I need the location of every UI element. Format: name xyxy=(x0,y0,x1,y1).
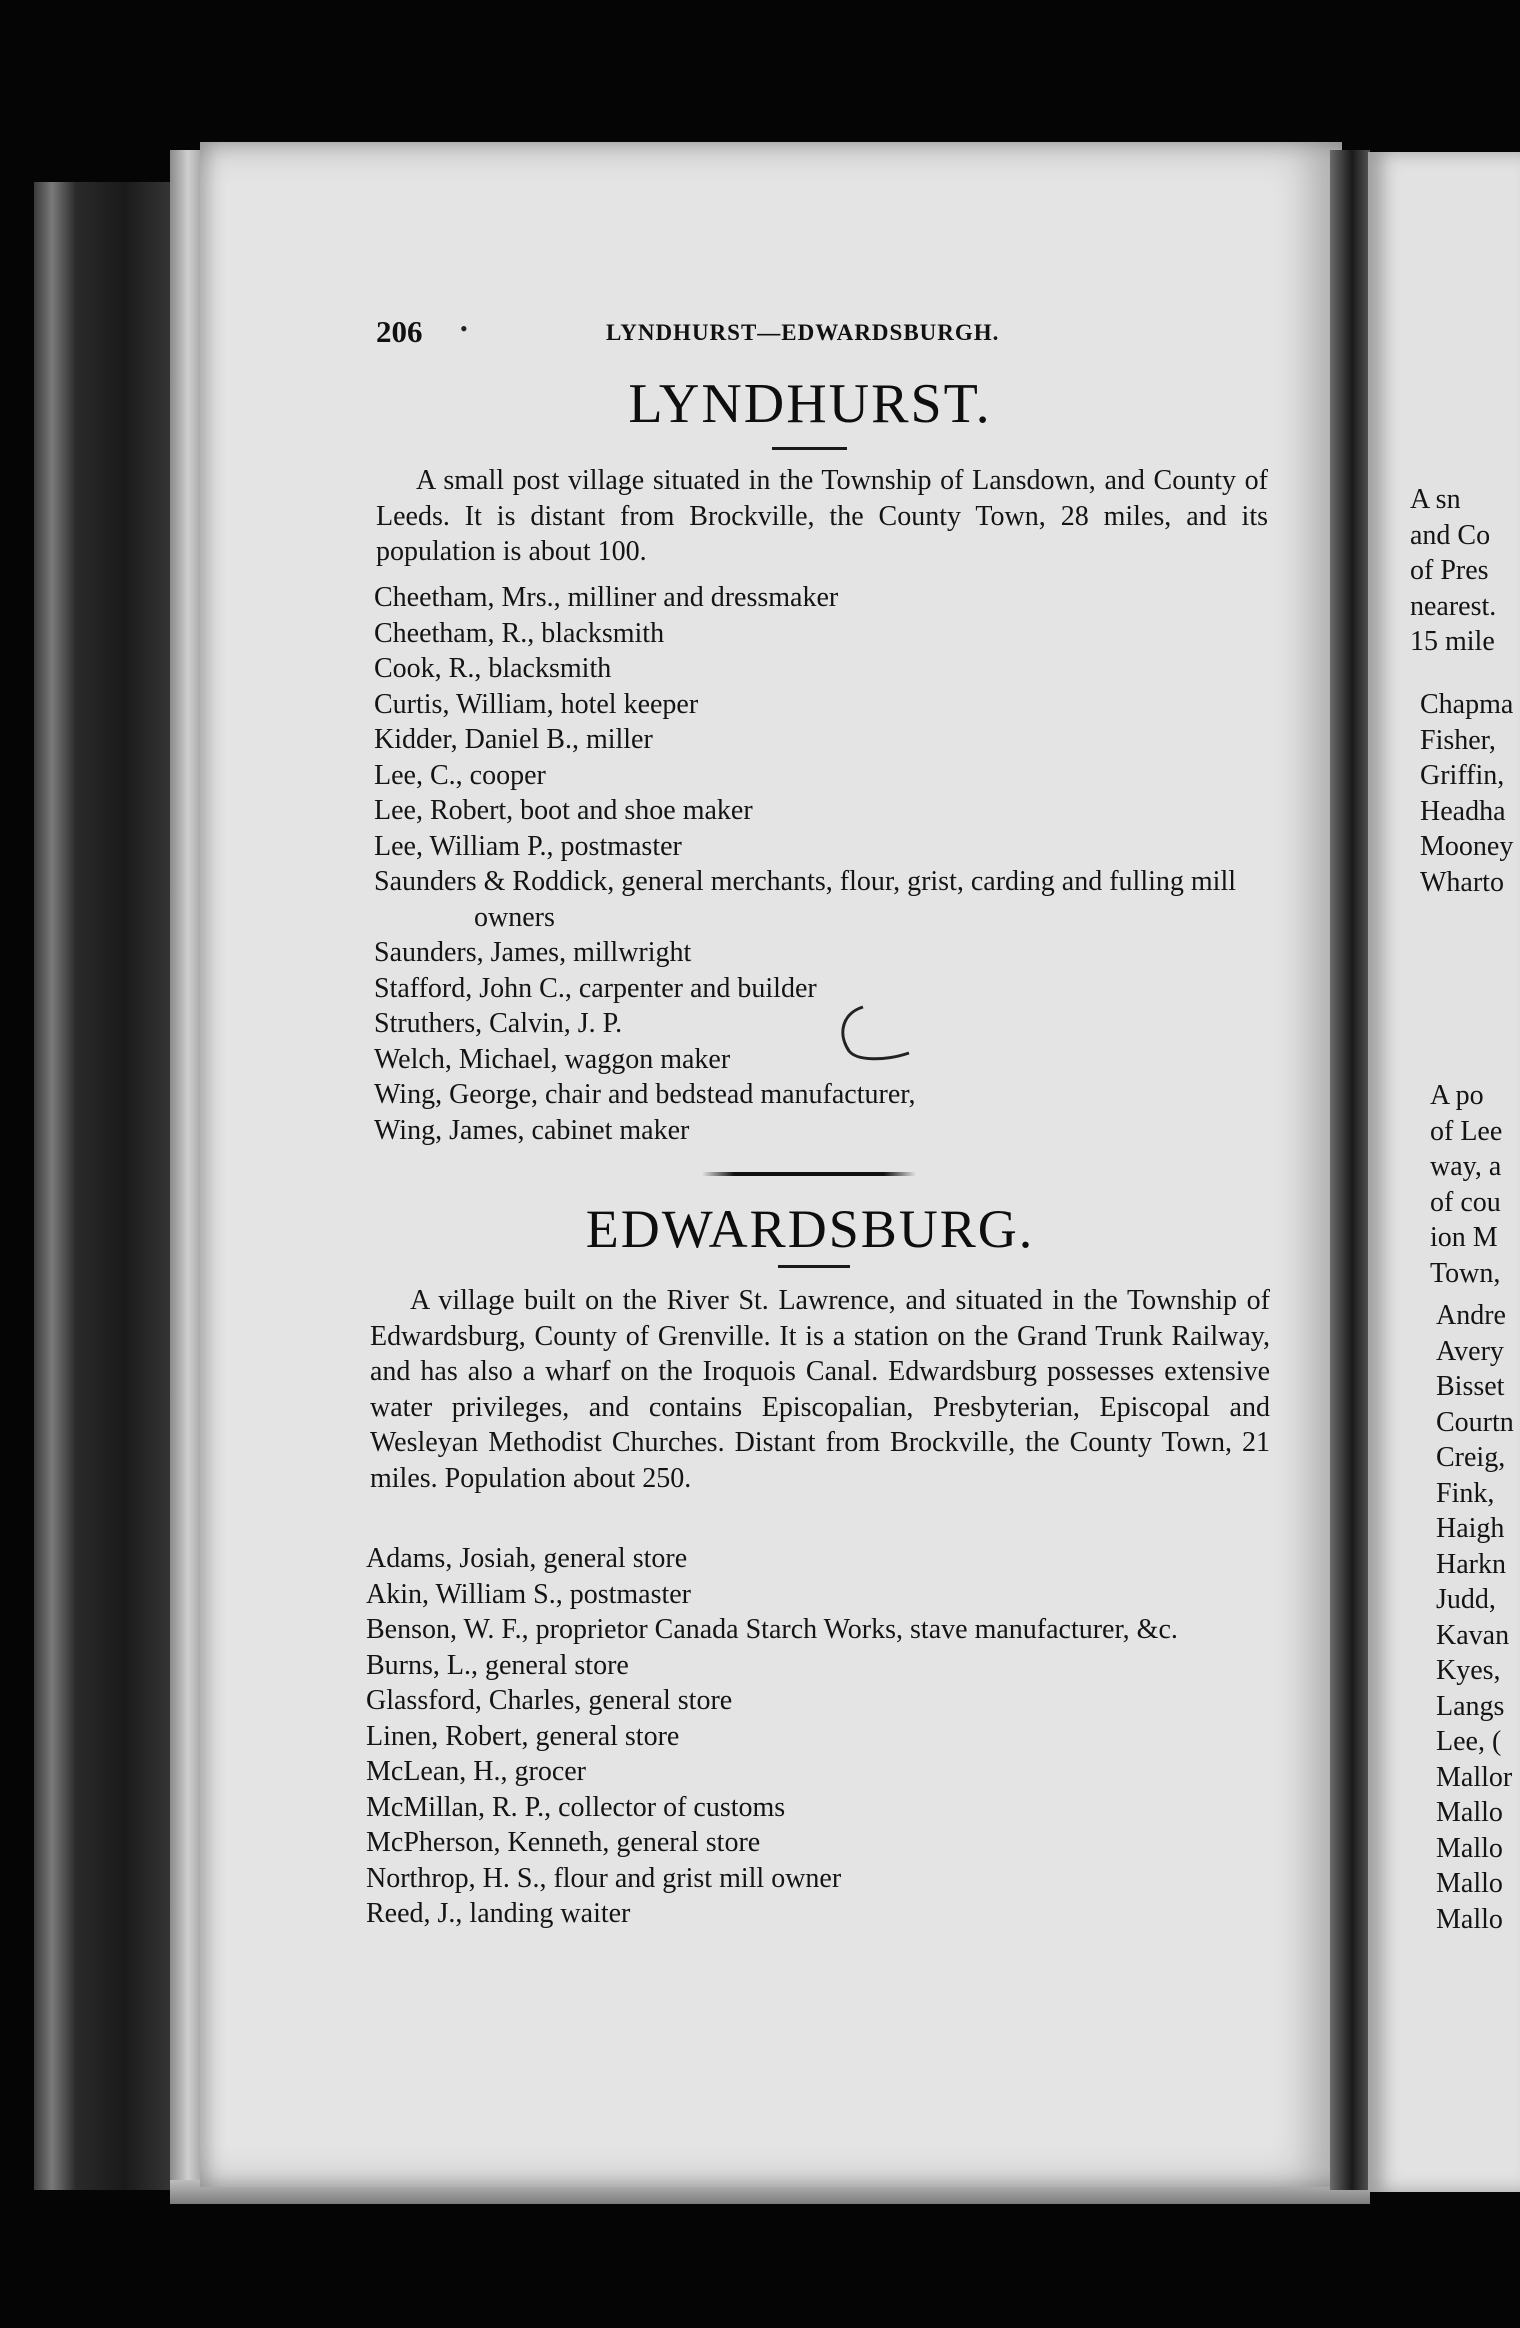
directory-entry: McPherson, Kenneth, general store xyxy=(366,1827,761,1858)
facing-line: Mallo xyxy=(1436,1832,1503,1864)
facing-page xyxy=(1368,152,1520,2192)
section-title-lyndhurst: LYNDHURST. xyxy=(628,373,992,435)
directory-entry: Saunders & Roddick, general merchants, flour, grist, carding and fulling mill owners xyxy=(374,866,1237,933)
directory-entry: Akin, William S., postmaster xyxy=(366,1578,692,1610)
facing-line: 15 mile xyxy=(1410,626,1495,657)
facing-line: Courtn xyxy=(1436,1406,1514,1438)
facing-line: Lee, ( xyxy=(1436,1726,1502,1757)
pen-mark xyxy=(835,1003,913,1065)
facing-line: Headha xyxy=(1420,795,1506,827)
directory-entry: Burns, L., general store xyxy=(366,1649,629,1681)
facing-line: ion M xyxy=(1430,1222,1498,1253)
directory-entry: Welch, Michael, waggon maker xyxy=(374,1043,731,1075)
facing-line: Fink, xyxy=(1436,1477,1495,1509)
directory-entry: Wing, James, cabinet maker xyxy=(374,1114,690,1146)
facing-line: Fisher, xyxy=(1420,724,1496,756)
facing-line: Mallo xyxy=(1436,1868,1503,1899)
facing-line: Kyes, xyxy=(1436,1655,1501,1686)
directory-entry: Curtis, William, hotel keeper xyxy=(374,688,699,720)
facing-line: Langs xyxy=(1436,1690,1505,1722)
facing-line: Mallo xyxy=(1436,1797,1503,1828)
page-number: 206 xyxy=(376,314,423,349)
edwardsburg-directory xyxy=(366,1541,1276,1932)
page-number-mark: • xyxy=(460,316,468,341)
directory-entry: Benson, W. F., proprietor Canada Starch Works, stave manufacturer, &c. xyxy=(366,1614,1178,1645)
section-divider xyxy=(702,1172,916,1176)
facing-block-3 xyxy=(1430,1078,1502,1291)
facing-line: Avery xyxy=(1436,1335,1504,1367)
directory-entry: Northrop, H. S., flour and grist mill owner xyxy=(366,1862,842,1894)
directory-entry: Reed, J., landing waiter xyxy=(366,1898,631,1929)
directory-entry: Glassford, Charles, general store xyxy=(366,1685,733,1716)
facing-line: of Pres xyxy=(1410,555,1489,586)
facing-line: Mallor xyxy=(1436,1761,1513,1793)
facing-line: A po xyxy=(1430,1080,1484,1111)
lyndhurst-description xyxy=(376,463,1268,570)
directory-entry: Saunders, James, millwright xyxy=(374,937,692,968)
facing-block-2 xyxy=(1420,687,1513,900)
facing-line: Creig, xyxy=(1436,1442,1506,1473)
section-title-edwardsburg: EDWARDSBURG. xyxy=(585,1199,1035,1259)
directory-entry: Lee, C., cooper xyxy=(374,759,546,791)
lyndhurst-directory xyxy=(374,580,1274,1148)
facing-line: Kavan xyxy=(1436,1619,1510,1651)
facing-line: Andre xyxy=(1436,1300,1506,1331)
directory-entry: Lee, Robert, boot and shoe maker xyxy=(374,795,753,826)
facing-line: Harkn xyxy=(1436,1548,1506,1580)
running-head xyxy=(376,314,1096,354)
title-rule-edwardsburg xyxy=(778,1265,850,1268)
facing-line: Wharto xyxy=(1420,866,1504,898)
facing-block-1 xyxy=(1410,482,1496,660)
directory-entry: Lee, William P., postmaster xyxy=(374,830,682,862)
directory-entry: McMillan, R. P., collector of customs xyxy=(366,1791,786,1823)
facing-line: Haigh xyxy=(1436,1513,1505,1544)
edwardsburg-description-text: A village built on the River St. Lawrence, and situated in the Township of Edwardsburg, County of Grenville. It is a station on the Grand Trunk Railway, and has also a wharf on the Iroquois Canal. Edwardsburg possesses extensive water privileges, and contains Episcopalian, Presbyterian, Episcopal and Wesleyan Methodist Churches. Distant from Brockville, the County Town, 21 miles. Population about 250. xyxy=(370,1285,1270,1494)
facing-line: nearest. xyxy=(1410,590,1497,622)
directory-entry: Stafford, John C., carpenter and builder xyxy=(374,972,817,1004)
facing-line: Mallo xyxy=(1436,1903,1503,1935)
book-gutter xyxy=(1330,150,1370,2190)
facing-line: Mooney xyxy=(1420,831,1514,862)
facing-line: Griffin, xyxy=(1420,760,1505,791)
directory-entry: Adams, Josiah, general store xyxy=(366,1543,688,1574)
facing-line: Bisset xyxy=(1436,1371,1505,1402)
directory-entry: Struthers, Calvin, J. P. xyxy=(374,1008,623,1039)
facing-line: way, a xyxy=(1430,1151,1502,1182)
directory-entry: Kidder, Daniel B., miller xyxy=(374,724,653,755)
running-head-title: LYNDHURST—EDWARDSBURGH. xyxy=(606,320,1000,345)
title-rule-lyndhurst xyxy=(772,447,847,450)
facing-line: Chapma xyxy=(1420,689,1514,720)
directory-entry: Cheetham, Mrs., milliner and dressmaker xyxy=(374,582,839,613)
facing-line: of Lee xyxy=(1430,1115,1503,1147)
facing-line: of cou xyxy=(1430,1186,1501,1218)
directory-entry: Linen, Robert, general store xyxy=(366,1720,680,1752)
directory-entry: Cheetham, R., blacksmith xyxy=(374,617,665,649)
book-spine xyxy=(34,182,184,2190)
facing-line: A sn xyxy=(1410,484,1461,515)
directory-entry: Cook, R., blacksmith xyxy=(374,653,612,684)
facing-line: Judd, xyxy=(1436,1584,1496,1615)
facing-line: and Co xyxy=(1410,519,1491,551)
lyndhurst-description-text: A small post village situated in the Township of Lansdown, and County of Leeds. It is distant from Brockville, the County Town, 28 miles, and its population is about 100. xyxy=(376,465,1268,567)
directory-entry: Wing, George, chair and bedstead manufacturer, xyxy=(374,1079,916,1110)
edwardsburg-description xyxy=(370,1283,1270,1496)
facing-line: Town, xyxy=(1430,1257,1501,1289)
facing-block-4 xyxy=(1436,1298,1514,1937)
directory-entry: McLean, H., grocer xyxy=(366,1756,587,1787)
